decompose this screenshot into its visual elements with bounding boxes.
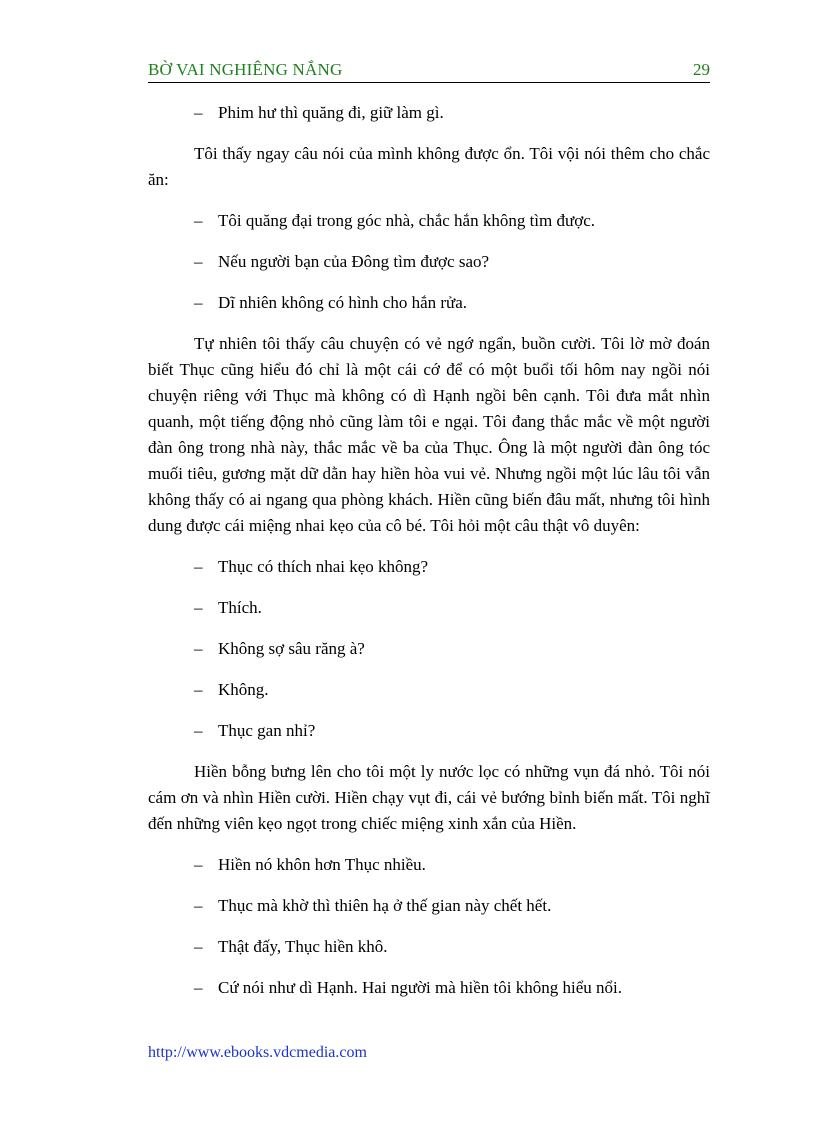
dialogue-dash: –	[194, 937, 203, 956]
paragraph: Hiền bỗng bưng lên cho tôi một ly nước lọc có những vụn đá nhỏ. Tôi nói cám ơn và nhìn Hiền cười. Hiền chạy vụt đi, cái vẻ bướng bỉnh biến mất. Tôi nghĩ đến những viên kẹo ngọt trong chiếc miệng xinh xắn của Hiền.	[148, 762, 710, 833]
dialogue-text: Thục có thích nhai kẹo không?	[218, 557, 429, 576]
dialogue-line	[148, 290, 710, 316]
dialogue-line	[148, 852, 710, 878]
dialogue-dash: –	[194, 103, 203, 122]
dialogue-text: Phim hư thì quăng đi, giữ làm gì.	[218, 103, 444, 122]
running-header	[148, 60, 710, 83]
dialogue-dash: –	[194, 978, 203, 997]
paragraph: Tôi thấy ngay câu nói của mình không được ổn. Tôi vội nói thêm cho chắc ăn:	[148, 144, 710, 189]
page-body	[148, 100, 710, 1016]
footer-link[interactable]: http://www.ebooks.vdcmedia.com	[148, 1044, 367, 1061]
dialogue-dash: –	[194, 639, 203, 658]
dialogue-dash: –	[194, 598, 203, 617]
dialogue-text: Dĩ nhiên không có hình cho hắn rửa.	[218, 293, 468, 312]
dialogue-line	[148, 975, 710, 1001]
book-title: BỜ VAI NGHIÊNG NẮNG	[148, 60, 343, 79]
dialogue-line	[148, 718, 710, 744]
dialogue-line	[148, 677, 710, 703]
dialogue-line	[148, 934, 710, 960]
dialogue-line	[148, 208, 710, 234]
dialogue-dash: –	[194, 211, 203, 230]
dialogue-dash: –	[194, 293, 203, 312]
dialogue-dash: –	[194, 855, 203, 874]
dialogue-line	[148, 554, 710, 580]
dialogue-text: Tôi quăng đại trong góc nhà, chắc hắn không tìm được.	[218, 211, 595, 230]
dialogue-dash: –	[194, 896, 203, 915]
dialogue-dash: –	[194, 680, 203, 699]
dialogue-line	[148, 100, 710, 126]
dialogue-dash: –	[194, 721, 203, 740]
dialogue-text: Thích.	[218, 598, 262, 617]
dialogue-line	[148, 893, 710, 919]
dialogue-text: Thật đấy, Thục hiền khô.	[218, 937, 388, 956]
dialogue-dash: –	[194, 557, 203, 576]
dialogue-text: Không.	[218, 680, 269, 699]
dialogue-dash: –	[194, 252, 203, 271]
paragraph: Tự nhiên tôi thấy câu chuyện có vẻ ngớ ngẩn, buồn cười. Tôi lờ mờ đoán biết Thục cũng hiểu đó chỉ là một cái cớ để có một buổi tối hôm nay ngồi nói chuyện riêng với Thục mà không có dì Hạnh ngồi bên cạnh. Tôi đưa mắt nhìn quanh, một tiếng động nhỏ cũng làm tôi e ngại. Tôi đang thắc mắc về một người đàn ông trong nhà này, thắc mắc về ba của Thục. Ông là một người đàn ông tóc muối tiêu, gương mặt dữ dằn hay hiền hòa vui vẻ. Nhưng ngồi một lúc lâu tôi vẫn không thấy có ai ngang qua phòng khách. Hiền cũng biến đâu mất, nhưng tôi hình dung được cái miệng nhai kẹo của cô bé. Tôi hỏi một câu thật vô duyên:	[148, 334, 710, 535]
dialogue-text: Không sợ sâu răng à?	[218, 639, 365, 658]
dialogue-line	[148, 595, 710, 621]
dialogue-text: Thục mà khờ thì thiên hạ ở thế gian này chết hết.	[218, 896, 552, 915]
dialogue-text: Thục gan nhỉ?	[218, 721, 316, 740]
page-number: 29	[693, 60, 710, 79]
dialogue-line	[148, 636, 710, 662]
dialogue-text: Hiền nó khôn hơn Thục nhiều.	[218, 855, 426, 874]
dialogue-text: Nếu người bạn của Đông tìm được sao?	[218, 252, 490, 271]
dialogue-line	[148, 249, 710, 275]
dialogue-text: Cứ nói như dì Hạnh. Hai người mà hiền tôi không hiểu nổi.	[218, 978, 622, 997]
